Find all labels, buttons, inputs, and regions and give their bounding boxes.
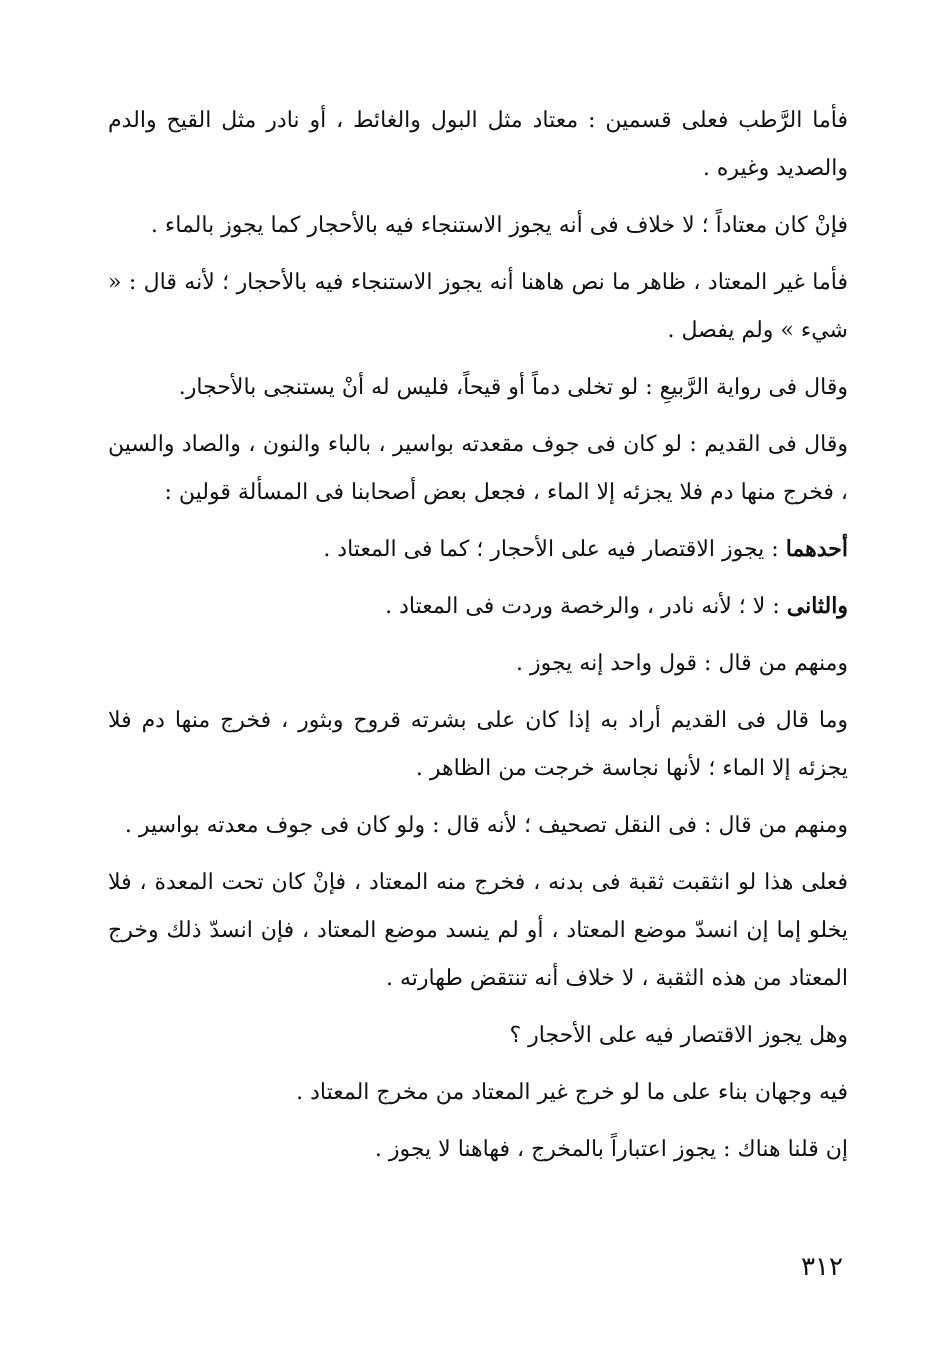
paragraph-text: : لا ؛ لأنه نادر ، والرخصة وردت فى المعتاد . [385,594,787,619]
paragraph-lead: والثانى [786,593,848,619]
paragraph-5 [108,420,848,517]
paragraph-text: فإنْ كان معتاداً ؛ لا خلاف فى أنه يجوز الاستنجاء فيه بالأحجار كما يجوز بالماء . [150,213,848,238]
paragraph-13 [108,1068,848,1117]
paragraph-10 [108,801,848,850]
paragraph-text: فعلى هذا لو انثقبت ثقبة فى بدنه ، فخرج منه المعتاد ، فإنْ كان تحت المعدة ، فلا يخلو إما إن انسدّ موضع المعتاد ، أو لم ينسد موضع المعتاد ، فإن انسدّ ذلك وخرج المعتاد من هذه الثقبة ، لا خلاف أنه تنتقض طهارته . [108,870,848,991]
paragraph-text: وما قال فى القديم أراد به إذا كان على بشرته قروح وبثور ، فخرج منها دم فلا يجزئه إلا الماء ؛ لأنها نجاسة خرجت من الظاهر . [108,708,848,781]
paragraph-7 [108,582,848,631]
paragraph-6 [108,525,848,574]
paragraph-text: ومنهم من قال : قول واحد إنه يجوز . [515,651,848,676]
paragraph-12 [108,1011,848,1060]
paragraph-8 [108,639,848,688]
paragraph-1 [108,96,848,193]
paragraph-4 [108,363,848,412]
paragraph-2 [108,201,848,250]
page-body [108,96,848,1182]
paragraph-text: إن قلنا هناك : يجوز اعتباراً بالمخرج ، فهاهنا لا يجوز . [374,1137,848,1162]
paragraph-text: فأما الرَّطب فعلى قسمين : معتاد مثل البول والغائط ، أو نادر مثل القيح والدم والصديد وغيره . [108,108,848,181]
page-number: ٣١٢ [801,1252,843,1282]
paragraph-text: فيه وجهان بناء على ما لو خرج غير المعتاد من مخرج المعتاد . [296,1080,848,1105]
paragraph-3 [108,258,848,355]
paragraph-11 [108,858,848,1003]
paragraph-text: ومنهم من قال : فى النقل تصحيف ؛ لأنه قال : ولو كان فى جوف معدته بواسير . [124,813,848,838]
paragraph-text: وهل يجوز الاقتصار فيه على الأحجار ؟ [509,1023,848,1048]
paragraph-text: وقال فى رواية الرَّبيعِ : لو تخلى دماً أو قيحاً، فليس له أنْ يستنجى بالأحجار. [178,375,848,400]
paragraph-9 [108,696,848,793]
paragraph-text: وقال فى القديم : لو كان فى جوف مقعدته بواسير ، بالباء والنون ، والصاد والسين ، فخرج منها دم فلا يجزئه إلا الماء ، فجعل بعض أصحابنا فى المسألة قولين : [108,432,848,505]
paragraph-lead: أحدهما [785,536,848,562]
paragraph-14 [108,1125,848,1174]
paragraph-text: فأما غير المعتاد ، ظاهر ما نص هاهنا أنه يجوز الاستنجاء فيه بالأحجار ؛ لأنه قال : « شيء » ولم يفصل . [108,270,848,343]
paragraph-text: : يجوز الاقتصار فيه على الأحجار ؛ كما فى المعتاد . [323,537,786,562]
